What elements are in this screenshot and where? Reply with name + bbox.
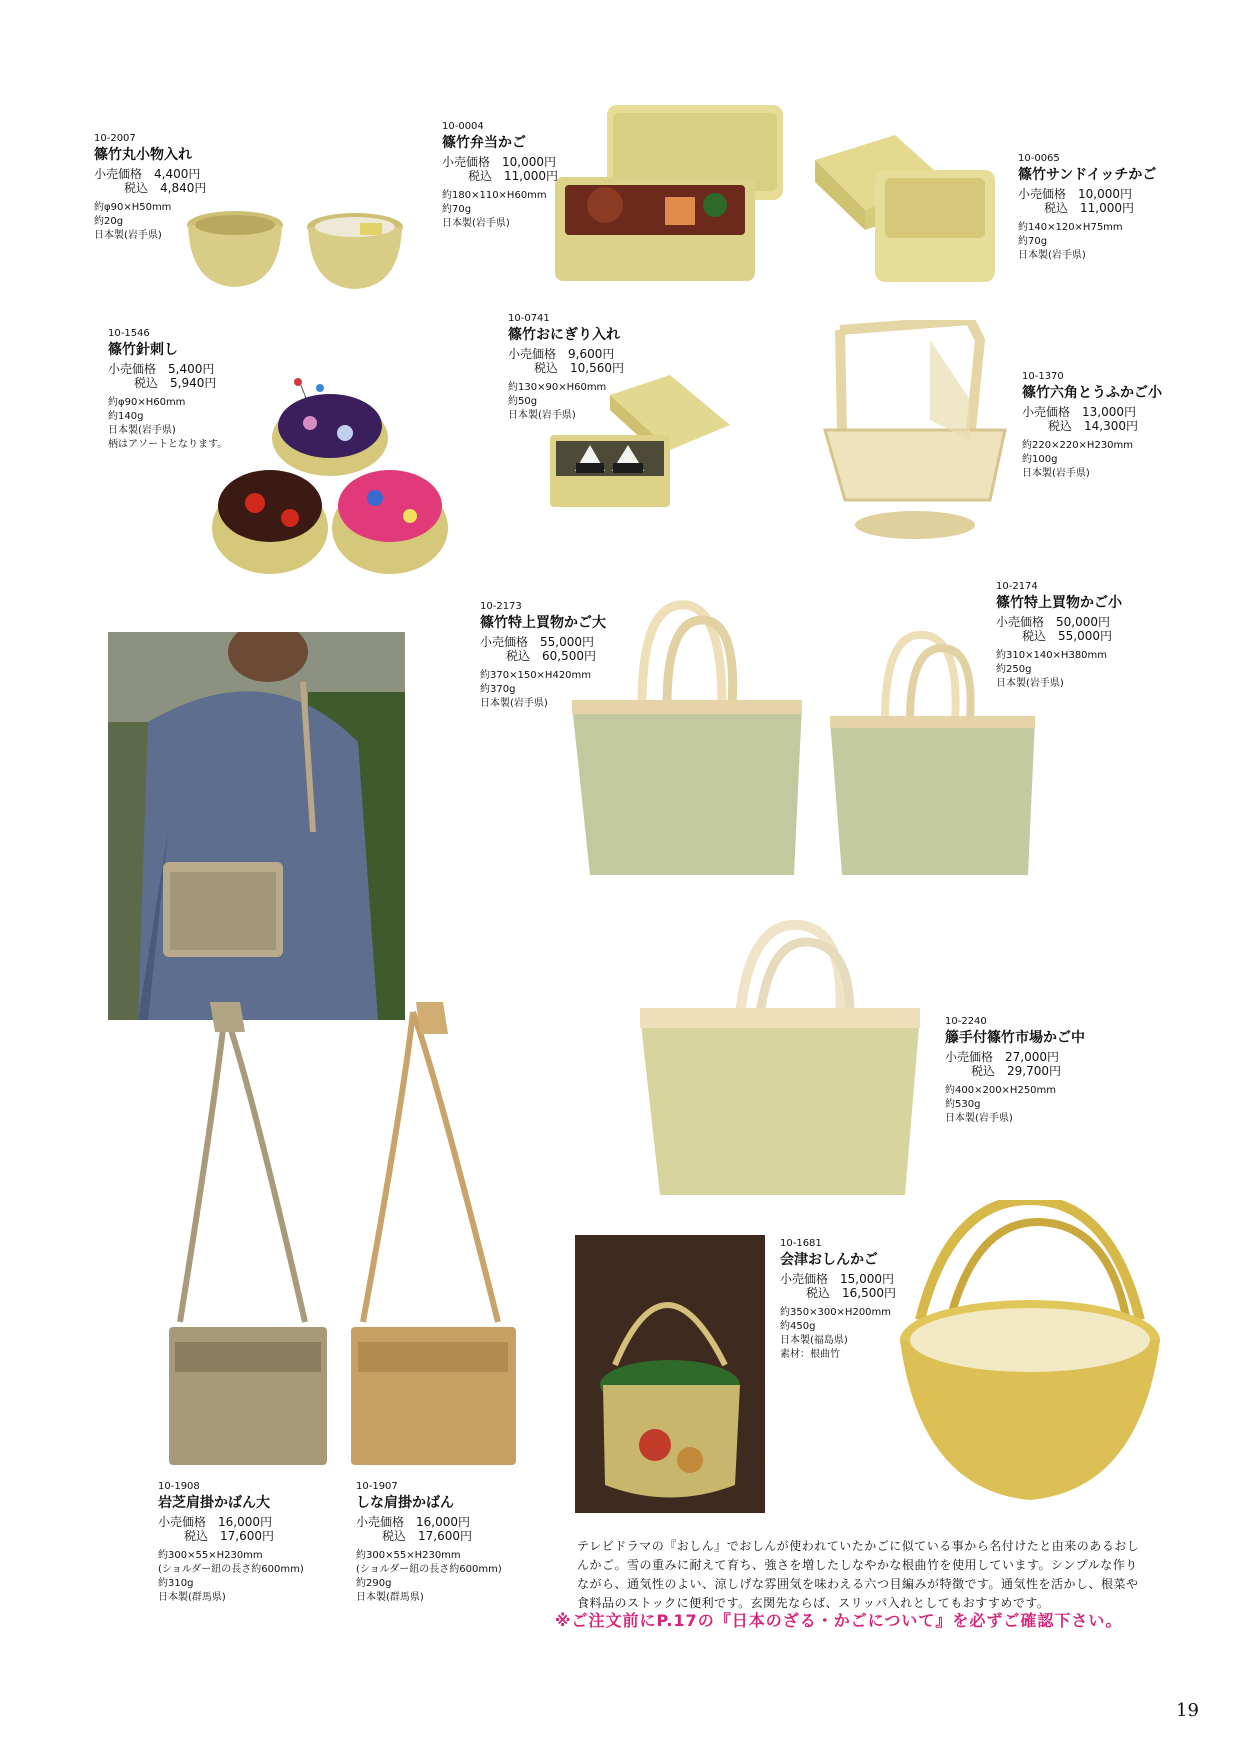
spec-weight: 約310g (158, 1578, 194, 1589)
product-10-2174 (996, 580, 1122, 691)
retail-price: 小売価格 50,000円 (996, 615, 1110, 629)
product-code: 10-2173 (480, 601, 522, 612)
product-10-1908 (158, 1480, 304, 1605)
product-name: 篠竹針刺し (108, 342, 178, 358)
spec-weight: 約290g (356, 1578, 392, 1589)
retail-price: 小売価格 5,400円 (108, 362, 215, 376)
product-10-0741 (508, 312, 624, 423)
spec-weight: 約70g (442, 204, 472, 215)
product-specs (108, 396, 227, 452)
spec-origin: 日本製(岩手県) (108, 425, 176, 436)
tax-price: 税込 60,500円 (506, 649, 596, 663)
retail-price: 小売価格 13,000円 (1022, 405, 1136, 419)
spec-weight: 約140g (108, 411, 144, 422)
product-name: 篠竹おにぎり入れ (508, 327, 620, 343)
oshin-description: テレビドラマの『おしん』でおしんが使われていたかごに似ている事から名付けたと由来のあるおしんかご。雪の重みに耐えて育ち、強さを増したしなやかな根曲竹を使用しています。シンプルな作りながら、通気性のよい、涼しげな雰囲気を味わえる六つ目編みが特徴です。通気性を活かし、根菜や食料品のストックに便利です。玄関先ならば、スリッパ入れとしてもおすすめです。 (577, 1539, 1140, 1610)
product-code: 10-2007 (94, 133, 136, 144)
spec-weight: 約530g (945, 1099, 981, 1110)
spec-size: 約130×90×H60mm (508, 382, 607, 393)
tax-price: 税込 17,600円 (382, 1529, 472, 1543)
retail-price: 小売価格 9,600円 (508, 347, 615, 361)
spec-size: 約350×300×H200mm (780, 1307, 892, 1318)
bento-basket-photo (555, 105, 805, 285)
product-code: 10-1681 (780, 1238, 822, 1249)
spec-weight: 約450g (780, 1321, 816, 1332)
product-specs (508, 381, 624, 423)
tax-price: 税込 5,940円 (134, 376, 217, 390)
retail-price: 小売価格 16,000円 (356, 1515, 470, 1529)
product-name: 篠竹六角とうふかご小 (1022, 385, 1162, 401)
market-basket-photo (640, 920, 925, 1195)
tax-price: 税込 17,600円 (184, 1529, 274, 1543)
tax-price: 税込 4,840円 (124, 181, 207, 195)
spec-weight: 約50g (508, 396, 538, 407)
spec-weight: 約20g (94, 216, 124, 227)
spec-size: 約φ90×H50mm (94, 202, 172, 213)
spec-weight: 約70g (1018, 236, 1048, 247)
product-10-1681 (780, 1237, 896, 1362)
pin-cushion-photo (210, 378, 450, 603)
spec-origin: 日本製(岩手県) (1018, 250, 1086, 261)
oshin-basket-in-use-photo (575, 1235, 765, 1513)
product-name: 籐手付篠竹市場かご中 (945, 1030, 1085, 1046)
product-10-0004 (442, 120, 558, 231)
spec-material: 素材：根曲竹 (780, 1349, 840, 1360)
product-code: 10-0004 (442, 121, 484, 132)
tax-price: 税込 11,000円 (468, 169, 558, 183)
retail-price: 小売価格 10,000円 (1018, 187, 1132, 201)
product-name: しな肩掛かばん (356, 1495, 454, 1511)
product-code: 10-0065 (1018, 153, 1060, 164)
tax-price: 税込 55,000円 (1022, 629, 1112, 643)
product-10-1370 (1022, 370, 1162, 481)
spec-origin: 日本製(群馬県) (356, 1592, 424, 1603)
product-code: 10-0741 (508, 313, 550, 324)
product-code: 10-1546 (108, 328, 150, 339)
spec-origin: 日本製(福島県) (780, 1335, 848, 1346)
product-10-1546 (108, 327, 227, 452)
model-with-bag-photo (108, 632, 405, 1020)
retail-price: 小売価格 55,000円 (480, 635, 594, 649)
spec-size: 約300×55×H230mm (356, 1550, 461, 1561)
spec-strap: (ショルダー紐の長さ約600mm) (158, 1564, 304, 1575)
product-name: 会津おしんかご (780, 1252, 878, 1268)
product-name: 岩芝肩掛かばん大 (158, 1495, 270, 1511)
spec-size: 約140×120×H75mm (1018, 222, 1123, 233)
product-specs (480, 669, 606, 711)
product-code: 10-2240 (945, 1016, 987, 1027)
product-specs (1022, 439, 1162, 481)
product-10-2007 (94, 132, 206, 243)
spec-origin: 日本製(岩手県) (480, 698, 548, 709)
product-code: 10-1370 (1022, 371, 1064, 382)
spec-origin: 日本製(岩手県) (1022, 468, 1090, 479)
spec-size: 約220×220×H230mm (1022, 440, 1134, 451)
tax-price: 税込 16,500円 (806, 1286, 896, 1300)
product-name: 篠竹丸小物入れ (94, 147, 192, 163)
product-10-1907 (356, 1480, 502, 1605)
spec-origin: 日本製(岩手県) (996, 678, 1064, 689)
product-10-2173 (480, 600, 606, 711)
round-container-photo (180, 205, 420, 295)
shoulder-bag-large-photo (165, 1002, 335, 1472)
product-specs (94, 201, 206, 243)
product-specs (945, 1084, 1085, 1126)
spec-weight: 約100g (1022, 454, 1058, 465)
page-number: 19 (1176, 1700, 1199, 1721)
product-10-2240 (945, 1015, 1085, 1126)
spec-weight: 約370g (480, 684, 516, 695)
spec-size: 約400×200×H250mm (945, 1085, 1057, 1096)
product-code: 10-1908 (158, 1481, 200, 1492)
product-name: 篠竹弁当かご (442, 135, 526, 151)
shopping-basket-large-photo (572, 600, 812, 875)
product-10-0065 (1018, 152, 1156, 263)
product-specs (1018, 221, 1156, 263)
product-code: 10-2174 (996, 581, 1038, 592)
product-name: 篠竹特上買物かご小 (996, 595, 1122, 611)
spec-origin: 日本製(岩手県) (508, 410, 576, 421)
retail-price: 小売価格 15,000円 (780, 1272, 894, 1286)
tax-price: 税込 10,560円 (534, 361, 624, 375)
tax-price: 税込 11,000円 (1044, 201, 1134, 215)
spec-origin: 日本製(岩手県) (945, 1113, 1013, 1124)
sandwich-basket-photo (805, 130, 1005, 290)
spec-note: 柄はアソートとなります。 (108, 439, 228, 450)
spec-strap: (ショルダー紐の長さ約600mm) (356, 1564, 502, 1575)
tax-price: 税込 29,700円 (971, 1064, 1061, 1078)
retail-price: 小売価格 4,400円 (94, 167, 201, 181)
spec-size: 約180×110×H60mm (442, 190, 547, 201)
retail-price: 小売価格 27,000円 (945, 1050, 1059, 1064)
spec-origin: 日本製(群馬県) (158, 1592, 226, 1603)
spec-size: 約300×55×H230mm (158, 1550, 263, 1561)
product-name: 篠竹特上買物かご大 (480, 615, 606, 631)
spec-origin: 日本製(岩手県) (94, 230, 162, 241)
order-notice: ※ご注文前にP.17の『日本のざる・かごについて』を必ずご確認下さい。 (555, 1611, 1123, 1630)
spec-size: 約φ90×H60mm (108, 397, 186, 408)
tofu-basket-photo (820, 320, 1015, 545)
spec-origin: 日本製(岩手県) (442, 218, 510, 229)
product-specs (996, 649, 1122, 691)
product-specs (442, 189, 558, 231)
spec-size: 約310×140×H380mm (996, 650, 1108, 661)
retail-price: 小売価格 10,000円 (442, 155, 556, 169)
spec-weight: 約250g (996, 664, 1032, 675)
shoulder-bag-shina-photo (348, 1002, 523, 1472)
product-specs (356, 1549, 502, 1605)
spec-size: 約370×150×H420mm (480, 670, 592, 681)
tax-price: 税込 14,300円 (1048, 419, 1138, 433)
product-name: 篠竹サンドイッチかご (1018, 167, 1157, 183)
product-code: 10-1907 (356, 1481, 398, 1492)
oshin-basket-photo (890, 1200, 1170, 1505)
product-specs (158, 1549, 304, 1605)
product-specs (780, 1306, 896, 1362)
retail-price: 小売価格 16,000円 (158, 1515, 272, 1529)
